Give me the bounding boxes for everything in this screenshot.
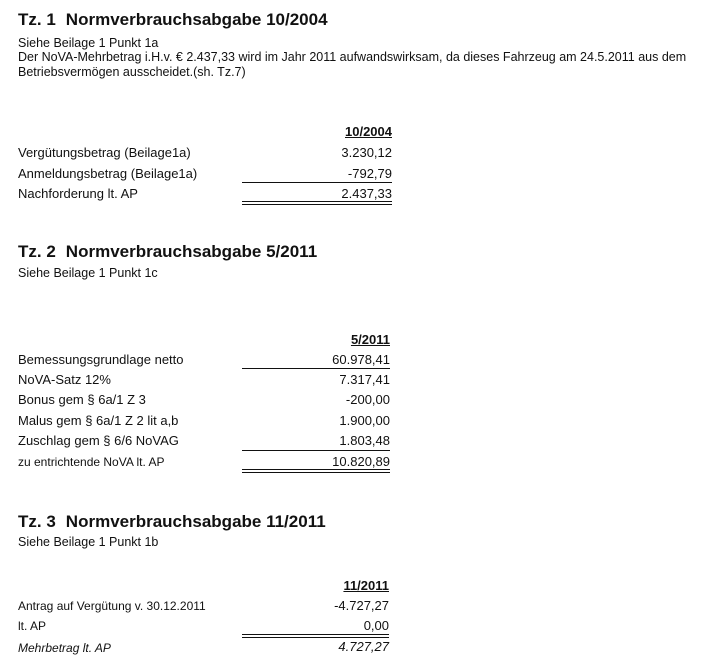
tz2-row-label: Bemessungsgrundlage netto: [18, 352, 184, 367]
tz3-row-value: -4.727,27: [334, 598, 389, 613]
tz1-number: Tz. 1: [18, 10, 56, 29]
tz2-total-value: 10.820,89: [332, 454, 390, 469]
tz2-row-value: 60.978,41: [332, 352, 390, 367]
tz3-subtotal-double-line: [242, 634, 389, 638]
tz1-column-header: 10/2004: [345, 124, 392, 139]
tz2-subtotal-line: [242, 450, 390, 451]
tz2-row-label: Zuschlag gem § 6/6 NoVAG: [18, 433, 179, 448]
tz2-row-label: NoVA-Satz 12%: [18, 372, 111, 387]
tz2-base-line: [242, 368, 390, 369]
tz2-row-label: Bonus gem § 6a/1 Z 3: [18, 392, 146, 407]
tz1-subtotal-line: [242, 182, 392, 183]
tz2-row-value: -200,00: [345, 392, 390, 407]
tz2-heading: [18, 242, 317, 262]
tz3-row-value: 0,00: [363, 618, 389, 633]
tz1-text: Der NoVA-Mehrbetrag i.H.v. € 2.437,33 wird im Jahr 2011 aufwandswirksam, da dieses Fahrzeug am 24.5.2011 aus dem Betriebsvermögen ausscheidet.(sh. Tz.7): [18, 50, 687, 79]
tz2-row-label: Malus gem § 6a/1 Z 2 lit a,b: [18, 413, 179, 428]
tz3-row-label: lt. AP: [18, 619, 47, 633]
tz1-row-label: Vergütungsbetrag (Beilage1a): [18, 145, 191, 160]
tz3-total-value: 4.727,27: [338, 639, 389, 654]
tz1-total-double-line: [242, 201, 392, 205]
tz3-number: Tz. 3: [18, 512, 56, 531]
tz1-row-value: 3.230,12: [341, 145, 392, 160]
tz1-total-label: Nachforderung lt. AP: [18, 186, 138, 201]
tz1-subtitle: Siehe Beilage 1 Punkt 1a: [18, 36, 159, 50]
tz1-total-value: 2.437,33: [341, 186, 392, 201]
tz2-column-header: 5/2011: [350, 332, 390, 347]
tz3-title: Normverbrauchsabgabe 11/2011: [65, 512, 326, 531]
tz2-row-value: 7.317,41: [339, 372, 390, 387]
tz3-column-header: 11/2011: [343, 578, 389, 593]
tz2-row-value: 1.900,00: [339, 413, 390, 428]
tz2-subtitle: Siehe Beilage 1 Punkt 1c: [18, 266, 158, 280]
tz2-number: Tz. 2: [18, 242, 56, 261]
tz2-total-double-line: [242, 469, 390, 473]
tz2-title: Normverbrauchsabgabe 5/2011: [65, 242, 318, 261]
tz3-heading: [18, 512, 326, 532]
tz3-subtitle: Siehe Beilage 1 Punkt 1b: [18, 535, 159, 549]
tz1-title: Normverbrauchsabgabe 10/2004: [65, 10, 328, 29]
tz1-heading: [18, 10, 328, 30]
tz3-row-label: Antrag auf Vergütung v. 30.12.2011: [18, 599, 206, 613]
tz2-total-label: zu entrichtende NoVA lt. AP: [18, 455, 165, 469]
tz1-row-label: Anmeldungsbetrag (Beilage1a): [18, 166, 198, 181]
tz1-row-value: -792,79: [347, 166, 392, 181]
tz3-total-label: Mehrbetrag lt. AP: [18, 641, 111, 655]
tz2-row-value: 1.803,48: [339, 433, 390, 448]
